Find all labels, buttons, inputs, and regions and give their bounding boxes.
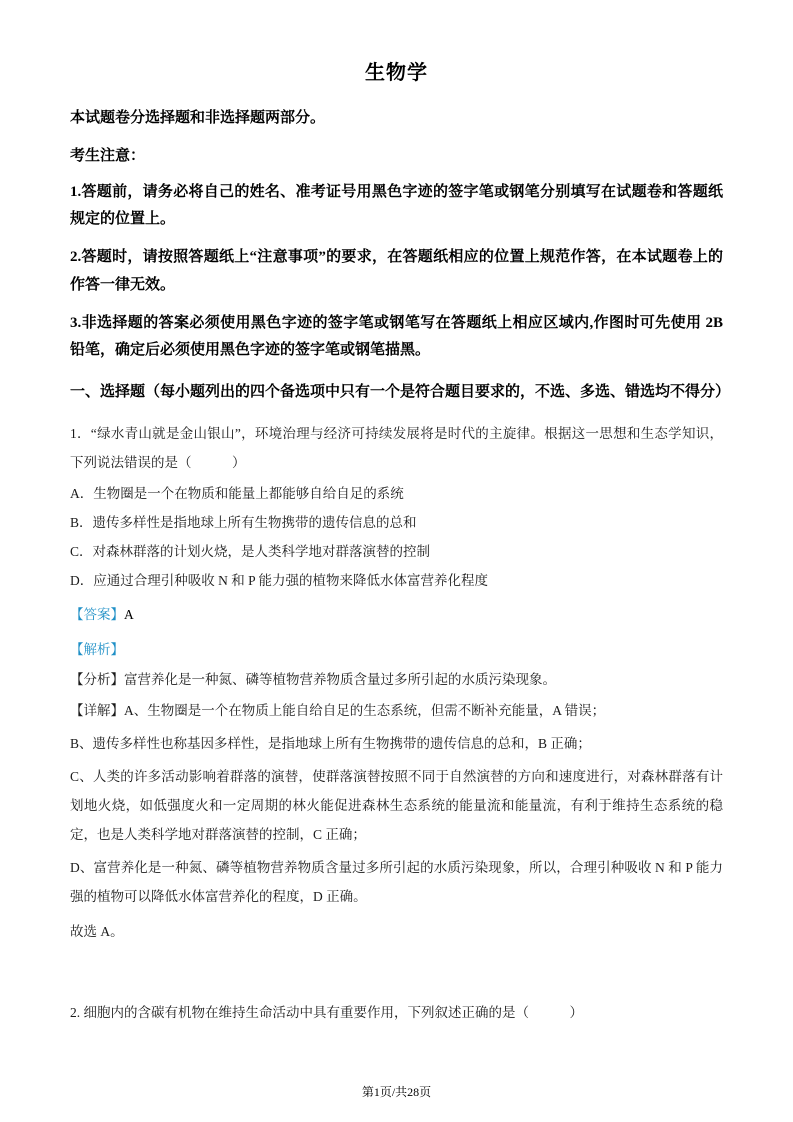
detail-paragraph-d: D、富营养化是一种氮、磷等植物营养物质含量过多所引起的水质污染现象，所以，合理引种吸收 N 和 P 能力强的植物可以降低水体富营养化的程度，D 正确。 [70,860,723,905]
answer-value: A [124,606,134,622]
instruction-item-1: 1.答题前，请务必将自己的姓名、准考证号用黑色字迹的签字笔或钢笔分别填写在试题卷和答题纸规定的位置上。 [70,183,723,228]
question-1-option-d: D．应通过合理引种吸收 N 和 P 能力强的植物来降低水体富营养化程度 [70,572,489,588]
conclusion: 故选 A。 [70,924,124,940]
question-1-stem: 1．“绿水青山就是金山银山”，环境治理与经济可持续发展将是时代的主旋律。根据这一思想和生态学知识，下列说法错误的是（ ） [70,425,723,470]
analysis-heading-line [70,634,723,665]
detail-paragraph-b: B、遗传多样性也称基因多样性，是指地球上所有生物携带的遗传信息的总和，B 正确； [70,735,591,751]
analysis-paragraph: 【分析】富营养化是一种氮、磷等植物营养物质含量过多所引起的水质污染现象。 [70,671,556,687]
instruction-item-2: 2.答题时，请按照答题纸上“注意事项”的要求，在答题纸相应的位置上规范作答，在本试题卷上的作答一律无效。 [70,249,723,293]
section-heading: 一、选择题（每小题列出的四个备选项中只有一个是符合题目要求的，不选、多选、错选均不得分） [70,384,731,400]
analysis-heading: 【解析】 [70,641,124,657]
detail-paragraph-c: C、人类的许多活动影响着群落的演替，使群落演替按照不同于自然演替的方向和速度进行，对森林群落有计划地火烧，如低强度火和一定周期的林火能促进森林生态系统的能量流和能量流，有利于维持生态系统的稳定，也是人类科学地对群落演替的控制，C 正确； [70,768,723,843]
instruction-item-3: 3.非选择题的答案必须使用黑色字迹的签字笔或钢笔写在答题纸上相应区域内,作图时可先使用 2B 铅笔，确定后必须使用黑色字迹的签字笔或钢笔描黑。 [70,314,723,359]
intro-paragraph: 本试题卷分选择题和非选择题两部分。 [70,110,326,126]
question-1-option-c: C．对森林群落的计划火烧，是人类科学地对群落演替的控制 [70,543,431,559]
answer-label: 【答案】 [70,606,124,622]
question-1-option-b: B．遗传多样性是指地球上所有生物携带的遗传信息的总和 [70,514,417,530]
answer-line [70,599,723,630]
notice-heading: 考生注意： [70,147,146,164]
question-1-option-a: A．生物圈是一个在物质和能量上都能够自给自足的系统 [70,485,404,501]
question-2-stem: 2. 细胞内的含碳有机物在维持生命活动中具有重要作用，下列叙述正确的是（ ） [70,1005,583,1021]
footer-page-number: 第1页/共28页 [361,1085,432,1099]
detail-paragraph-a: 【详解】A、生物圈是一个在物质上能自给自足的生态系统，但需不断补充能量，A 错误； [70,702,606,718]
page-title: 生物学 [365,62,428,84]
